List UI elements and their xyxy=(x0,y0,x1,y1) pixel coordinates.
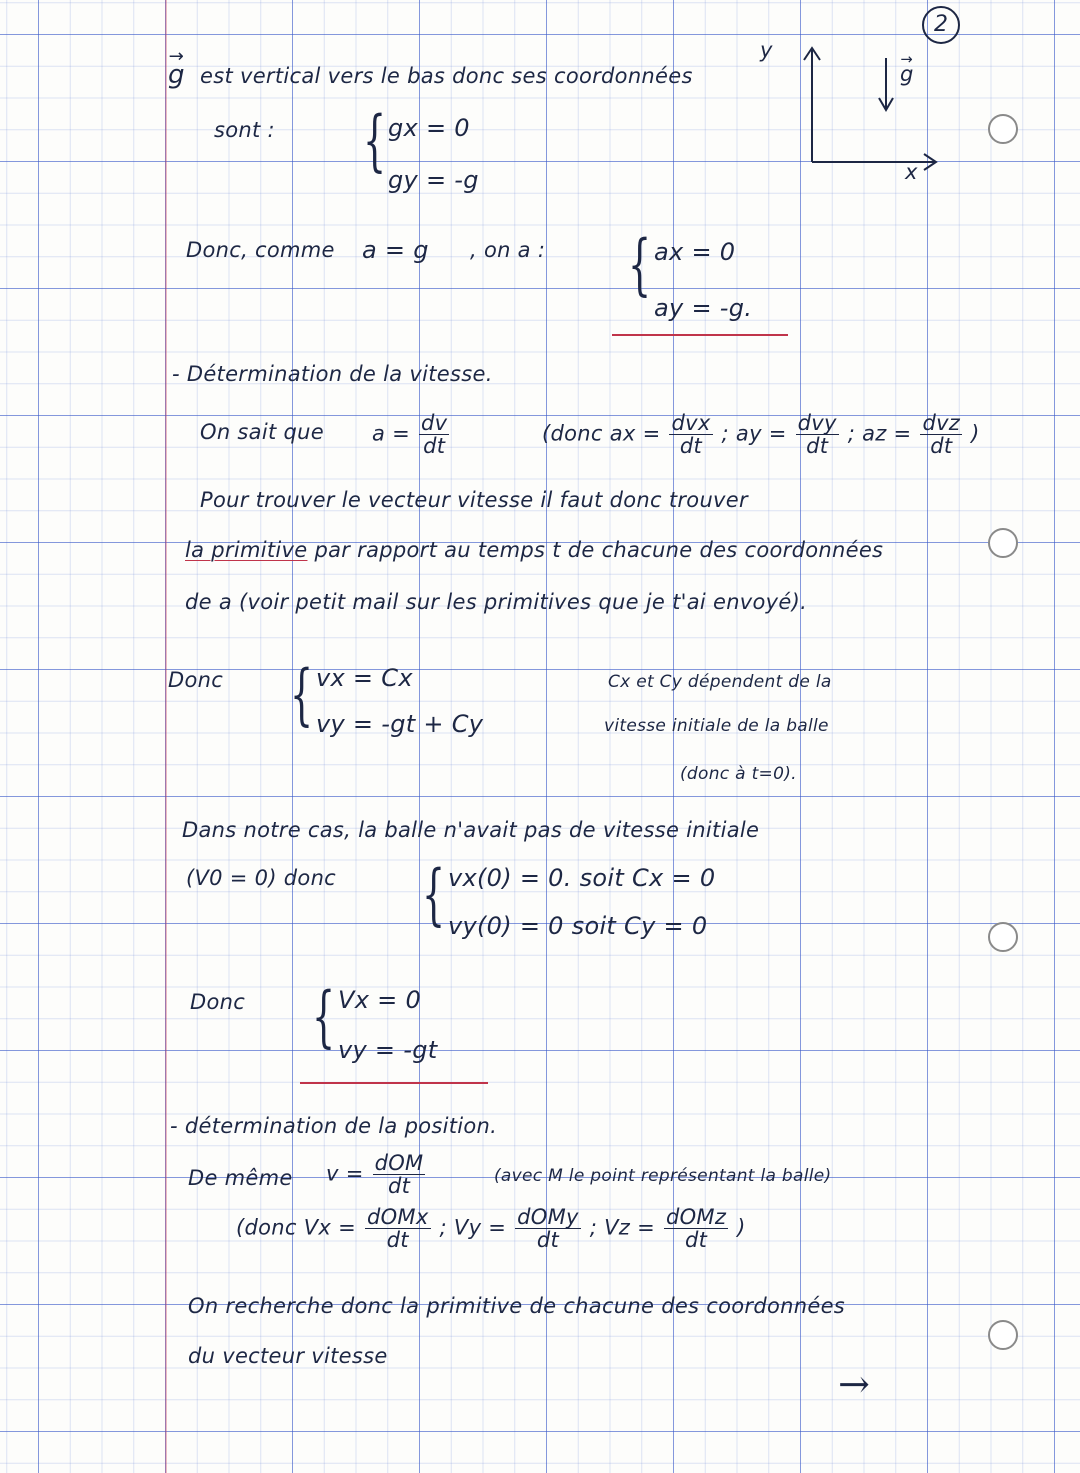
donc-label: Donc xyxy=(190,990,246,1014)
g-vector-symbol: → g xyxy=(168,60,185,90)
ax-equation: ax = 0 xyxy=(654,238,736,266)
position-derivatives: (donc Vx = $\frac{\text{dOMx}}{dt}$ ; Vy = $\frac{\text{dOMy}}{dt}$ ; Vz = $\frac{\text{dOMz}}{dt}$ ) xyxy=(236,1205,746,1253)
next-page-arrow-icon: → xyxy=(838,1362,870,1406)
vx-equation: vx = Cx xyxy=(316,664,413,692)
v-eq-dom-dt: v = $\frac{\text{dOM}}{dt}$ xyxy=(326,1151,424,1199)
system-brace: { xyxy=(628,226,652,303)
binder-hole xyxy=(988,528,1018,558)
on-sait-que: On sait que xyxy=(200,420,324,444)
donc-label: Donc xyxy=(168,668,224,692)
system-brace: { xyxy=(422,856,446,933)
vy-equation: vy = -gt + Cy xyxy=(316,710,484,738)
notre-cas-line-2: (V0 = 0) donc xyxy=(186,866,337,890)
a-eq-dv-dt: a = $\frac{dv}{dt}$ xyxy=(372,411,448,459)
paragraph-line-2: la primitive par rapport au temps t de chacune des coordonnées xyxy=(185,538,884,562)
system-brace: { xyxy=(363,102,387,179)
intro-line-2: sont : xyxy=(214,118,275,142)
a-equals-g: a = g xyxy=(362,236,429,264)
binder-hole xyxy=(988,1320,1018,1350)
vx0-equation: vx(0) = 0. soit Cx = 0 xyxy=(448,864,716,892)
gy-equation: gy = -g xyxy=(388,166,479,194)
ay-equation: ay = -g. xyxy=(654,294,753,322)
section-heading-position: - détermination de la position. xyxy=(170,1114,498,1138)
binder-hole xyxy=(988,922,1018,952)
paragraph-line-1: Pour trouver le vecteur vitesse il faut donc trouver xyxy=(200,488,748,512)
result-underline xyxy=(300,1082,488,1084)
on-a: , on a : xyxy=(470,238,546,262)
vx-result: Vx = 0 xyxy=(338,986,422,1014)
binder-hole xyxy=(988,114,1018,144)
donc-comme-lead: Donc, comme xyxy=(186,238,335,262)
notre-cas-line-1: Dans notre cas, la balle n'avait pas de vitesse initiale xyxy=(182,818,760,842)
avec-point-m: (avec M le point représentant la balle) xyxy=(494,1166,832,1186)
recherche-line-1: On recherche donc la primitive de chacune des coordonnées xyxy=(188,1294,846,1318)
de-meme: De même xyxy=(188,1166,293,1190)
note-line-2: vitesse initiale de la balle xyxy=(604,716,829,736)
gravity-vector-label: → g xyxy=(900,62,914,86)
note-line-3: (donc à t=0). xyxy=(680,764,797,784)
result-underline xyxy=(612,334,788,336)
gx-equation: gx = 0 xyxy=(388,114,470,142)
system-brace: { xyxy=(290,656,314,733)
intro-line-1: est vertical vers le bas donc ses coordonnées xyxy=(200,64,693,88)
system-brace: { xyxy=(312,978,336,1055)
margin-line xyxy=(165,0,167,1473)
axis-y-label: y xyxy=(760,38,773,62)
recherche-line-2: du vecteur vitesse xyxy=(188,1344,388,1368)
paragraph-line-3: de a (voir petit mail sur les primitives que je t'ai envoyé). xyxy=(185,590,808,614)
vy-result: vy = -gt xyxy=(338,1036,438,1064)
page-number: 2 xyxy=(922,6,960,44)
note-line-1: Cx et Cy dépendent de la xyxy=(608,672,832,692)
component-derivatives: (donc ax = $\frac{\text{dvx}}{dt}$ ; ay = $\frac{\text{dvy}}{dt}$ ; az = $\frac{\text{dvz}}{dt}$ ) xyxy=(542,411,980,459)
section-heading-vitesse: - Détermination de la vitesse. xyxy=(172,362,493,386)
axis-x-label: x xyxy=(905,160,918,184)
vy0-equation: vy(0) = 0 soit Cy = 0 xyxy=(448,912,708,940)
